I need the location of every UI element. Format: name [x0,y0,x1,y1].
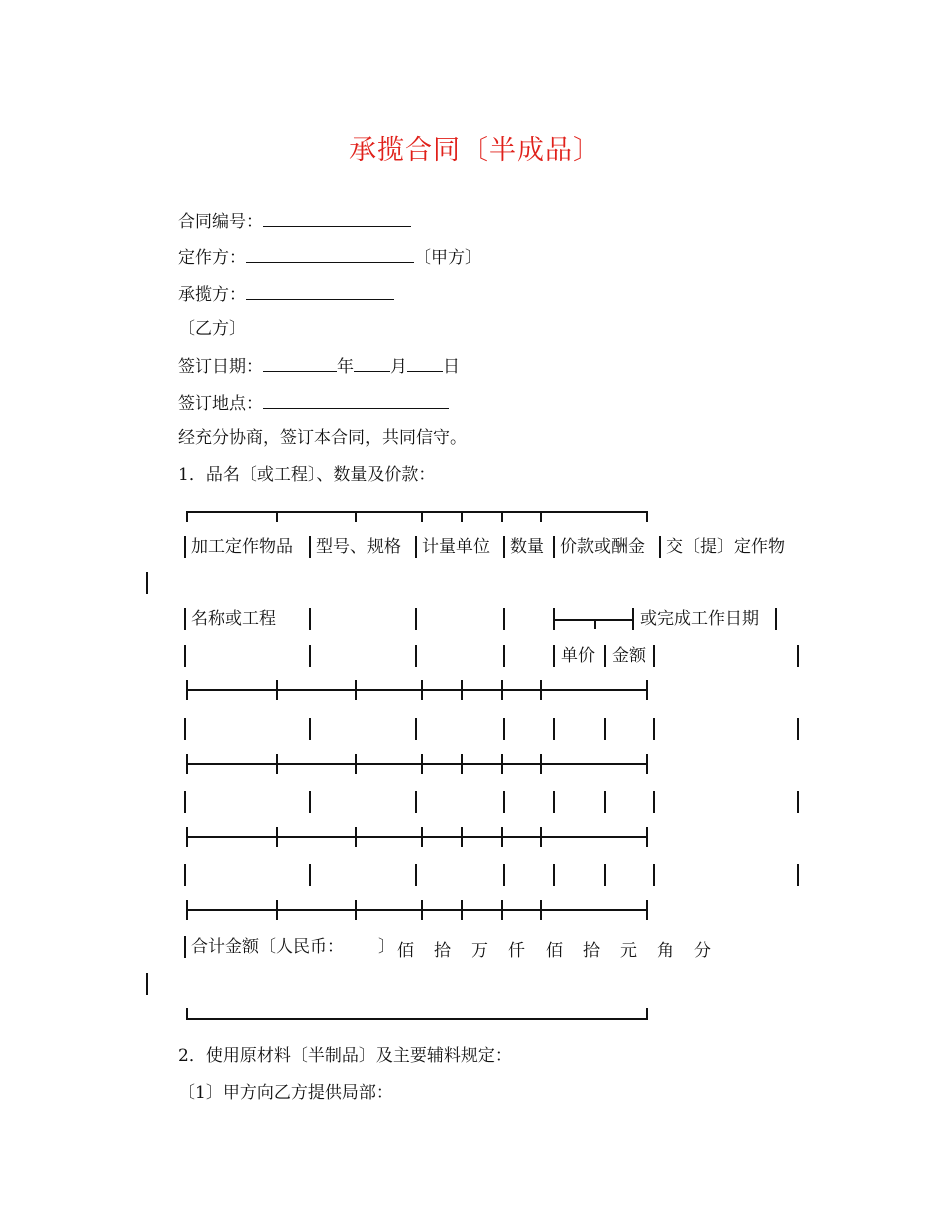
header-quantity: 数量 [510,537,544,557]
table-row-separator [186,909,648,911]
table-tick [186,827,188,847]
table-tick [421,511,423,522]
ordering-party-field[interactable] [246,244,414,263]
sign-place-field[interactable] [263,390,449,409]
table-cell-bar [797,718,799,740]
table-cell-bar [797,791,799,813]
day-label: 日 [443,357,460,377]
table-bottom-border [186,1018,648,1020]
table-cell-bar [415,536,417,558]
table-tick [421,827,423,847]
table-tick [276,680,278,700]
table-cell-bar [632,608,634,630]
table-tick [540,754,542,774]
table-cell-bar [604,791,606,813]
unit-wan: 万 [471,941,488,961]
ordering-party-suffix: 〔甲方〕 [414,248,482,268]
table-cell-bar [309,718,311,740]
table-cell-bar [553,645,555,667]
unit-jiao: 角 [657,941,674,961]
unit-ten-wan: 拾 [434,941,451,961]
ordering-party-line [178,244,482,270]
section2-heading: 2．使用原材料〔半制品〕及主要辅料规定： [178,1046,512,1066]
table-tick [501,511,503,522]
table-tick [461,511,463,522]
table-tick [594,619,596,629]
sign-month-field[interactable] [354,353,390,372]
header-model: 型号、规格 [316,537,401,557]
table-tick [540,511,542,522]
unit-fen: 分 [694,941,711,961]
total-amount-close: 〕 [378,937,395,957]
table-tick [276,900,278,920]
table-cell-bar [503,608,505,630]
table-tick [355,754,357,774]
table-cell-bar [604,864,606,886]
table-cell-bar [503,864,505,886]
contractor-line [178,281,394,307]
table-top-border [186,511,648,513]
table-cell-bar [553,791,555,813]
sign-date-line [178,353,460,379]
table-tick [186,1008,188,1020]
month-label: 月 [390,357,407,377]
table-tick [355,827,357,847]
table-cell-bar [653,864,655,886]
table-tick [646,827,648,847]
table-cell-bar [415,791,417,813]
table-tick [646,754,648,774]
table-cell-bar [775,608,777,630]
header-unit-price: 单价 [561,646,595,666]
table-cell-bar [503,718,505,740]
unit-yuan: 元 [620,941,637,961]
table-cell-bar [309,608,311,630]
table-cell-bar [653,718,655,740]
table-tick [461,827,463,847]
contractor-field[interactable] [246,281,394,300]
contractor-suffix: 〔乙方〕 [178,319,246,339]
table-cell-bar [604,645,606,667]
table-tick [355,900,357,920]
sign-date-label: 签订日期： [178,357,263,377]
table-tick [540,680,542,700]
table-cell-bar [797,864,799,886]
table-cell-bar [415,718,417,740]
sign-place-line [178,390,449,416]
unit-hundred: 佰 [546,941,563,961]
unit-thousand: 仟 [508,941,525,961]
sign-place-label: 签订地点： [178,394,263,414]
table-tick [540,900,542,920]
table-cell-bar [309,645,311,667]
table-tick [646,900,648,920]
table-cell-bar [184,791,186,813]
table-cell-bar [309,864,311,886]
table-cell-bar [553,718,555,740]
header-delivery-2: 或完成工作日期 [640,609,759,629]
header-item-name: 加工定作物品 [191,537,293,557]
table-tick [276,754,278,774]
table-cell-bar [309,791,311,813]
table-row-separator [186,763,648,765]
year-label: 年 [337,357,354,377]
table-cell-bar [653,645,655,667]
contractor-label: 承揽方： [178,285,246,305]
table-cell-bar [553,536,555,558]
document-title: 承揽合同〔半成品〕 [349,135,601,166]
table-tick [186,754,188,774]
header-amount: 金额 [612,646,646,666]
table-cell-bar [415,645,417,667]
header-delivery: 交〔提〕定作物 [666,537,785,557]
table-tick [355,680,357,700]
table-cell-bar [184,536,186,558]
table-cell-bar [659,536,661,558]
table-overflow-bar [146,973,148,995]
table-cell-bar [503,536,505,558]
table-tick [186,680,188,700]
table-cell-bar [653,791,655,813]
table-row-separator [186,836,648,838]
table-tick [186,511,188,522]
table-tick [461,680,463,700]
contract-number-line [178,208,411,234]
table-cell-bar [184,936,186,958]
table-cell-bar [604,718,606,740]
table-tick [461,900,463,920]
table-cell-bar [415,864,417,886]
header-price: 价款或酬金 [560,537,645,557]
table-tick [501,754,503,774]
table-cell-bar [184,864,186,886]
unit-ten: 拾 [583,941,600,961]
table-cell-bar [415,608,417,630]
contract-number-field[interactable] [263,208,411,227]
table-tick [421,680,423,700]
table-tick [276,827,278,847]
table-tick [646,1008,648,1020]
table-tick [355,511,357,522]
section2-item1: 〔1〕甲方向乙方提供局部： [178,1083,393,1103]
table-cell-bar [553,864,555,886]
section1-heading: 1．品名〔或工程〕、数量及价款： [178,465,436,485]
sign-year-field[interactable] [263,353,337,372]
table-tick [501,900,503,920]
table-overflow-bar [146,572,148,594]
total-amount-label: 合计金额〔人民币： [191,937,344,957]
table-cell-bar [503,791,505,813]
ordering-party-label: 定作方： [178,248,246,268]
table-tick [646,680,648,700]
table-row-separator [186,689,648,691]
table-cell-bar [797,645,799,667]
table-tick [276,511,278,522]
table-tick [186,900,188,920]
header-item-name-2: 名称或工程 [191,609,276,629]
table-tick [421,754,423,774]
table-cell-bar [184,718,186,740]
table-cell-bar [184,645,186,667]
sign-day-field[interactable] [407,353,443,372]
table-tick [501,680,503,700]
header-unit: 计量单位 [422,537,490,557]
preamble-text: 经充分协商，签订本合同，共同信守。 [178,428,467,448]
table-tick [646,511,648,522]
unit-hundred-wan: 佰 [397,941,414,961]
price-subheader-line [553,619,633,621]
table-cell-bar [184,608,186,630]
table-cell-bar [309,536,311,558]
table-cell-bar [503,645,505,667]
table-tick [461,754,463,774]
table-tick [501,827,503,847]
table-tick [540,827,542,847]
contract-number-label: 合同编号： [178,212,263,232]
table-tick [421,900,423,920]
